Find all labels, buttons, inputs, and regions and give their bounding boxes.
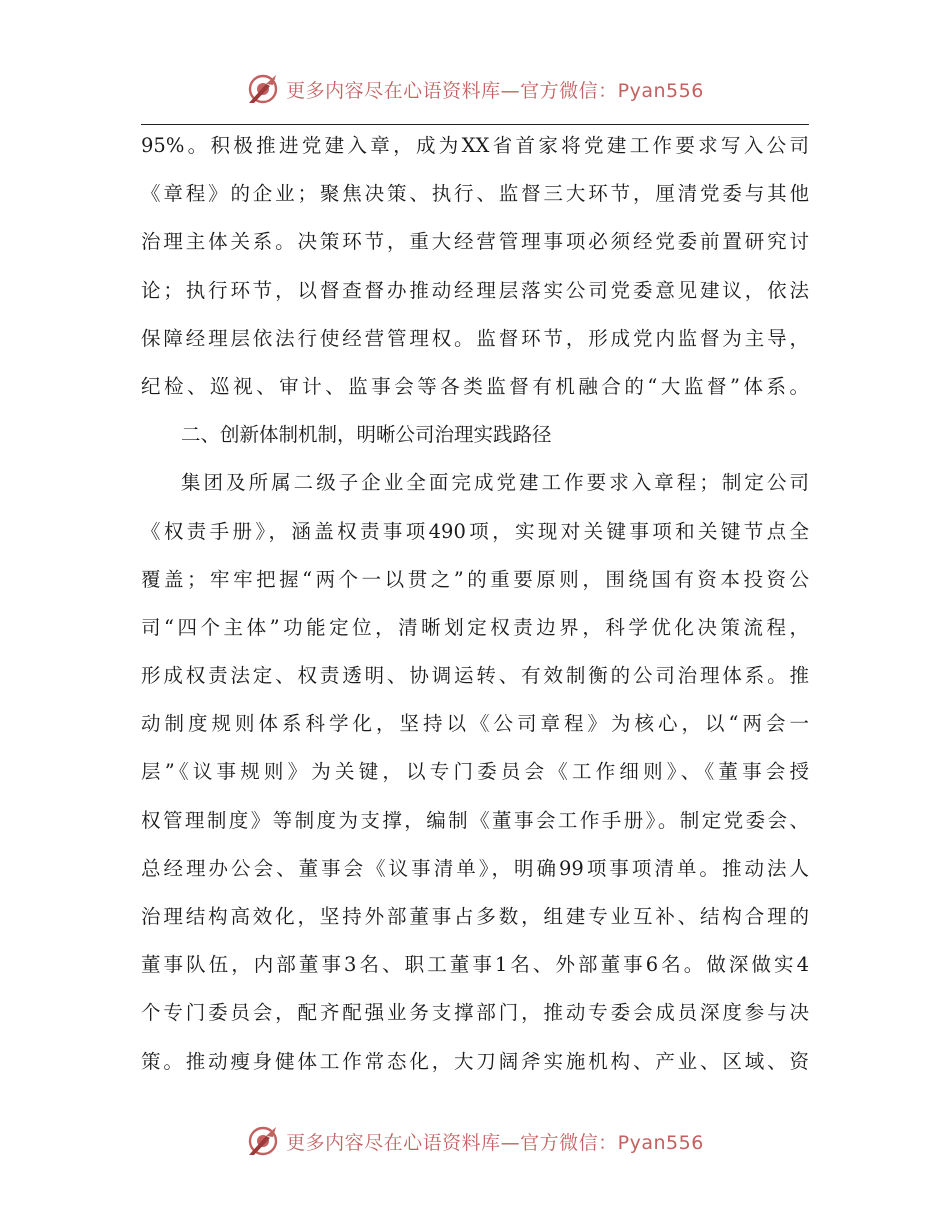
body-line: 治理主体关系。决策环节，重大经营管理事项必须经党委前置研究讨 <box>141 230 809 254</box>
body-line: 个专门委员会，配齐配强业务支撑部门，推动专委会成员深度参与决 <box>141 1001 809 1025</box>
body-line: 保障经理层依法行使经营管理权。监督环节，形成党内监督为主导， <box>141 326 809 350</box>
body-line: 策。推动瘦身健体工作常态化，大刀阔斧实施机构、产业、区域、资 <box>141 1049 809 1073</box>
body-line: 总经理办公会、董事会《议事清单》，明确99项事项清单。推动法人 <box>141 856 809 880</box>
quill-seal-icon <box>246 1124 280 1158</box>
body-line: 集团及所属二级子企业全面完成党建工作要求入章程；制定公司 <box>181 471 809 495</box>
body-line: 权管理制度》等制度为支撑，编制《董事会工作手册》。制定党委会、 <box>141 808 809 832</box>
body-line: 董事队伍，内部董事3名、职工董事1名、外部董事6名。做深做实4 <box>141 953 809 977</box>
section-heading: 二、创新体制机制，明晰公司治理实践路径 <box>181 423 552 447</box>
header-banner <box>0 64 950 114</box>
body-line: 形成权责法定、权责透明、协调运转、有效制衡的公司治理体系。推 <box>141 664 809 688</box>
footer-banner <box>0 1116 950 1166</box>
footer-banner-text: 更多内容尽在心语资料库—官方微信：Pyan556 <box>286 1131 704 1154</box>
body-line: 《权责手册》，涵盖权责事项490项，实现对关键事项和关键节点全 <box>141 519 809 543</box>
quill-seal-icon <box>246 72 280 106</box>
header-banner-text: 更多内容尽在心语资料库—官方微信：Pyan556 <box>286 79 704 102</box>
body-line: 论；执行环节，以督查督办推动经理层落实公司党委意见建议，依法 <box>141 278 809 302</box>
body-line: 治理结构高效化，坚持外部董事占多数，组建专业互补、结构合理的 <box>141 905 809 928</box>
document-body <box>141 122 809 1086</box>
body-line: 司“四个主体”功能定位，清晰划定权责边界，科学优化决策流程， <box>141 615 809 639</box>
body-line: 95%。积极推进党建入章，成为XX省首家将党建工作要求写入公司 <box>141 134 809 157</box>
body-line: 《章程》的企业；聚焦决策、执行、监督三大环节，厘清党委与其他 <box>141 182 809 206</box>
body-line: 纪检、巡视、审计、监事会等各类监督有机融合的“大监督”体系。 <box>141 374 809 398</box>
body-line: 层”《议事规则》为关键，以专门委员会《工作细则》、《董事会授 <box>141 760 809 784</box>
body-line: 覆盖；牢牢把握“两个一以贯之”的重要原则，围绕国有资本投资公 <box>141 567 809 591</box>
body-line: 动制度规则体系科学化，坚持以《公司章程》为核心，以“两会一 <box>141 712 809 736</box>
